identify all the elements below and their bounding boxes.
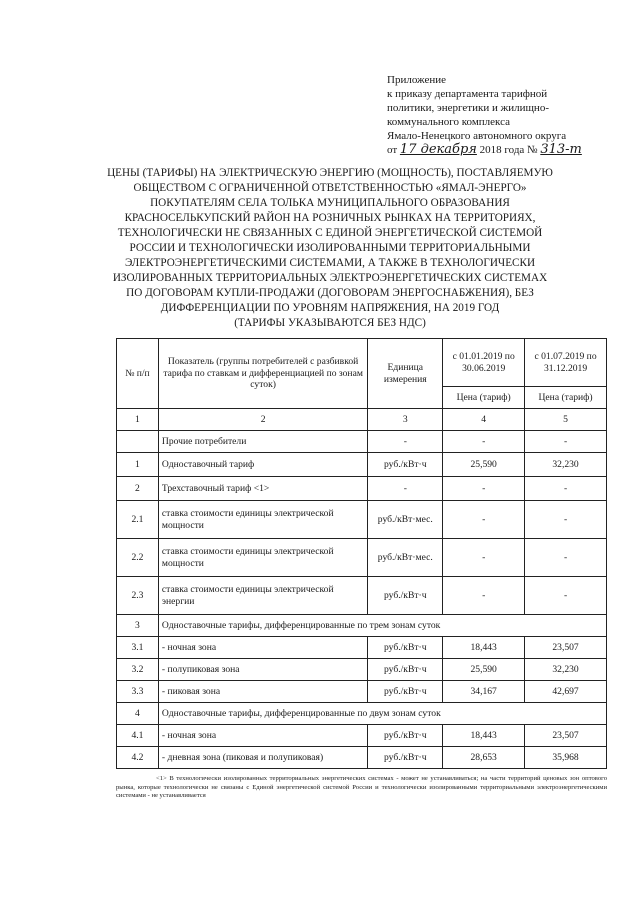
unit-cell: руб./кВт·ч (368, 577, 443, 615)
row-num: 4.2 (117, 747, 159, 769)
table-row (117, 539, 607, 577)
col-number: 5 (525, 409, 607, 431)
section-label: Одноставочные тарифы, дифференцированные по трем зонам суток (158, 615, 606, 637)
unit-cell: - (368, 431, 443, 453)
col-number: 4 (443, 409, 525, 431)
row-name: - полупиковая зона (158, 659, 367, 681)
row-name: - ночная зона (158, 725, 367, 747)
title-line: ТЕХНОЛОГИЧЕСКИ НЕ СВЯЗАННЫХ С ЕДИНОЙ ЭНЕРГЕТИЧЕСКОЙ СИСТЕМОЙ (117, 227, 543, 239)
title-line: ИЗОЛИРОВАННЫХ ТЕРРИТОРИАЛЬНЫХ ЭЛЕКТРОЭНЕРГЕТИЧЕСКИХ СИСТЕМАХ (112, 272, 548, 284)
section-row (117, 615, 607, 637)
value-cell: 28,653 (443, 747, 525, 769)
value-cell: - (525, 501, 607, 539)
table-row (117, 681, 607, 703)
handwritten-date: 17 декабря (399, 142, 477, 157)
row-name: Одноставочный тариф (158, 453, 367, 477)
unit-cell: руб./кВт·мес. (368, 501, 443, 539)
title-line: КРАСНОСЕЛЬКУПСКИЙ РАЙОН НА РОЗНИЧНЫХ РЫНКАХ НА ТЕРРИТОРИЯХ, (124, 212, 536, 224)
footnote: <1> В технологически изолированных территориальных энергетических системах - может не устанавливаться; на части территорий ценовых зон оптового рынка, которые технологически не связаны с Единой энергетической системой России и технологически изолированными территориальными электроэнергетическими системами - не устанавливается (116, 775, 607, 799)
section-label: Прочие потребители (158, 431, 367, 453)
value-cell: 23,507 (525, 725, 607, 747)
title-line: ОБЩЕСТВОМ С ОГРАНИЧЕННОЙ ОТВЕТСТВЕННОСТЬЮ «ЯМАЛ-ЭНЕРГО» (133, 182, 527, 194)
value-cell: 25,590 (443, 453, 525, 477)
col-number: 2 (158, 409, 367, 431)
table-row (117, 659, 607, 681)
row-num: 4 (117, 703, 159, 725)
header-indicator: Показатель (группы потребителей с разбивкой тарифа по ставкам и дифференциацией по зонам суток) (158, 339, 367, 409)
table-row (117, 501, 607, 539)
appendix-line: Приложение (387, 74, 447, 86)
appendix-block (387, 73, 627, 157)
title-line: (ТАРИФЫ УКАЗЫВАЮТСЯ БЕЗ НДС) (234, 317, 426, 329)
appendix-line: политики, энергетики и жилищно- (387, 102, 549, 114)
header-period-2: с 01.07.2019 по 31.12.2019 (525, 339, 607, 387)
title-line: ЭЛЕКТРОЭНЕРГЕТИЧЕСКИМИ СИСТЕМАМИ, А ТАКЖЕ В ТЕХНОЛОГИЧЕСКИ (124, 257, 536, 269)
row-num: 2 (117, 477, 159, 501)
value-cell: 42,697 (525, 681, 607, 703)
appendix-line: коммунального комплекса (387, 116, 511, 128)
row-num: 3.3 (117, 681, 159, 703)
row-name: - дневная зона (пиковая и полупиковая) (158, 747, 367, 769)
title-line: ДИФФЕРЕНЦИАЦИИ ПО УРОВНЯМ НАПРЯЖЕНИЯ, НА 2019 ГОД (160, 302, 500, 314)
row-name: ставка стоимости единицы электрической мощности (158, 501, 367, 539)
table-row (117, 477, 607, 501)
unit-cell: руб./кВт·ч (368, 681, 443, 703)
section-label: Одноставочные тарифы, дифференцированные по двум зонам суток (158, 703, 606, 725)
value-cell: - (443, 539, 525, 577)
handwritten-number: 313-т (540, 142, 582, 157)
unit-cell: руб./кВт·ч (368, 725, 443, 747)
header-unit: Единица измерения (368, 339, 443, 409)
row-name: ставка стоимости единицы электрической мощности (158, 539, 367, 577)
value-cell: - (443, 577, 525, 615)
unit-cell: руб./кВт·мес. (368, 539, 443, 577)
value-cell: 35,968 (525, 747, 607, 769)
value-cell: 18,443 (443, 725, 525, 747)
row-name: Трехставочный тариф <1> (158, 477, 367, 501)
title-line: РОССИИ И ТЕХНОЛОГИЧЕСКИ ИЗОЛИРОВАННЫМИ ТЕРРИТОРИАЛЬНЫМИ (129, 242, 531, 254)
row-name: - ночная зона (158, 637, 367, 659)
row-num: 3.1 (117, 637, 159, 659)
value-cell: 23,507 (525, 637, 607, 659)
unit-cell: - (368, 477, 443, 501)
row-num: 2.2 (117, 539, 159, 577)
date-prefix: от (387, 144, 398, 156)
title-line: ПОКУПАТЕЛЯМ СЕЛА ТОЛЬКА МУНИЦИПАЛЬНОГО ОБРАЗОВАНИЯ (150, 197, 510, 209)
header-price-2: Цена (тариф) (525, 387, 607, 409)
table-row (117, 747, 607, 769)
value-cell: - (525, 477, 607, 501)
table-cell-empty (117, 431, 159, 453)
row-num: 2.1 (117, 501, 159, 539)
row-name: - пиковая зона (158, 681, 367, 703)
col-number: 3 (368, 409, 443, 431)
value-cell: 25,590 (443, 659, 525, 681)
value-cell: - (525, 539, 607, 577)
section-row (117, 703, 607, 725)
row-num: 3 (117, 615, 159, 637)
table-row (117, 725, 607, 747)
value-cell: - (443, 477, 525, 501)
title-line: ЦЕНЫ (ТАРИФЫ) НА ЭЛЕКТРИЧЕСКУЮ ЭНЕРГИЮ (МОЩНОСТЬ), ПОСТАВЛЯЕМУЮ (107, 167, 553, 179)
value-cell: - (525, 431, 607, 453)
value-cell: - (443, 501, 525, 539)
value-cell: 32,230 (525, 453, 607, 477)
document-title (95, 166, 565, 331)
table-row (117, 453, 607, 477)
tariff-table (116, 338, 607, 769)
unit-cell: руб./кВт·ч (368, 659, 443, 681)
title-line: ПО ДОГОВОРАМ КУПЛИ-ПРОДАЖИ (ДОГОВОРАМ ЭНЕРГОСНАБЖЕНИЯ), БЕЗ (126, 287, 534, 299)
unit-cell: руб./кВт·ч (368, 637, 443, 659)
appendix-line: Ямало-Ненецкого автономного округа (387, 130, 567, 142)
row-num: 3.2 (117, 659, 159, 681)
unit-cell: руб./кВт·ч (368, 453, 443, 477)
value-cell: - (443, 431, 525, 453)
row-num: 2.3 (117, 577, 159, 615)
value-cell: 34,167 (443, 681, 525, 703)
row-name: ставка стоимости единицы электрической энергии (158, 577, 367, 615)
value-cell: 32,230 (525, 659, 607, 681)
header-num: № п/п (117, 339, 159, 409)
header-price-1: Цена (тариф) (443, 387, 525, 409)
row-num: 1 (117, 453, 159, 477)
appendix-date-line (387, 143, 627, 157)
value-cell: 18,443 (443, 637, 525, 659)
value-cell: - (525, 577, 607, 615)
table-row (117, 577, 607, 615)
header-period-1: с 01.01.2019 по 30.06.2019 (443, 339, 525, 387)
col-number: 1 (117, 409, 159, 431)
table-row (117, 637, 607, 659)
appendix-line: к приказу департамента тарифной (387, 88, 548, 100)
unit-cell: руб./кВт·ч (368, 747, 443, 769)
date-suffix: 2018 года № (479, 144, 538, 156)
row-num: 4.1 (117, 725, 159, 747)
